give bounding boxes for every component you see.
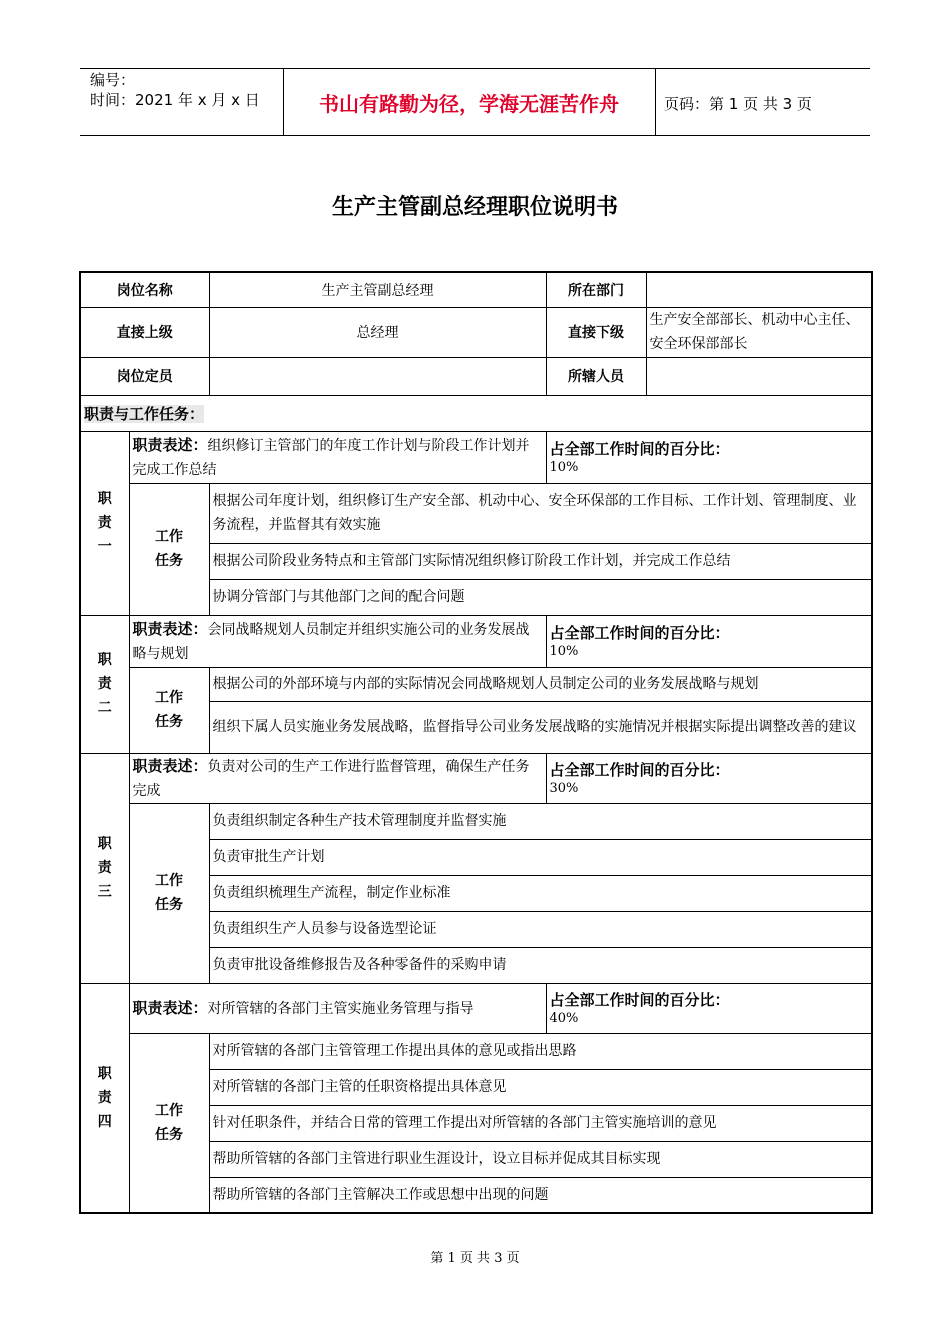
duty-1-task-1: 根据公司年度计划，组织修订生产安全部、机动中心、安全环保部的工作目标、工作计划、管理制度、业务流程，并监督其有效实施 [209,483,872,543]
duty-3-task-2: 负责审批生产计划 [209,839,872,875]
duty-1-task-row [80,483,872,543]
section-header-row [80,395,872,431]
duty-2-task-label: 工作 任务 [129,667,209,753]
duty-2-desc-label: 职责表述： [132,619,208,638]
page-footer: 第 1 页 共 3 页 [430,1251,520,1266]
superior-value: 总经理 [209,307,546,357]
staffing-value [209,357,546,395]
duty-3-pct-label: 占全部工作时间的百分比： [549,761,730,779]
info-row-2 [80,307,872,357]
duty-1-desc-row [80,431,872,483]
duty-3-task-3: 负责组织梳理生产流程，制定作业标准 [209,875,872,911]
subordinate-value: 生产安全部部长、机动中心主任、安全环保部部长 [646,307,872,357]
duty-2-desc-row [80,615,872,667]
duty-3-task-5: 负责审批设备维修报告及各种零备件的采购申请 [209,947,872,983]
duty-4-label: 职 责 四 [80,983,129,1213]
duty-2-pct-value: 10% [549,644,579,659]
managed-label: 所辖人员 [546,357,646,395]
duty-3-pct-value: 30% [549,781,579,796]
duty-2-pct [546,615,872,667]
header-left [90,70,260,110]
duty-4-task-5: 帮助所管辖的各部门主管解决工作或思想中出现的问题 [209,1177,872,1213]
duty-1-desc-label: 职责表述： [132,435,208,454]
duty-4-pct-label: 占全部工作时间的百分比： [549,991,730,1009]
duty-1-task-3: 协调分管部门与其他部门之间的配合问题 [209,579,872,615]
duty-2-task-2: 组织下属人员实施业务发展战略，监督指导公司业务发展战略的实施情况并根据实际提出调整改善的建议 [209,701,872,753]
section-header-cell [80,395,872,431]
job-description-table [79,271,873,1214]
duty-4-task-3: 针对任职条件，并结合日常的管理工作提出对所管辖的各部门主管实施培训的意见 [209,1105,872,1141]
duty-4-pct [546,983,872,1033]
time-label: 时间：2021 年 x 月 x 日 [90,91,260,109]
duty-3-desc-label: 职责表述： [132,756,208,775]
superior-label: 直接上级 [80,307,209,357]
duty-4-desc-text: 对所管辖的各部门主管实施业务管理与指导 [207,1000,474,1017]
duty-2-label: 职 责 二 [80,615,129,753]
duty-3-pct [546,753,872,803]
duty-1-desc [129,431,546,483]
department-label: 所在部门 [546,272,646,307]
duty-1-desc-text: 组织修订主管部门的年度工作计划与阶段工作计划并完成工作总结 [132,437,530,478]
department-value [646,272,872,307]
duty-2-task-row [80,667,872,701]
duty-1-pct-value: 10% [549,460,579,475]
duty-3-desc [129,753,546,803]
duty-1-pct-label: 占全部工作时间的百分比： [549,440,730,458]
duty-4-task-2: 对所管辖的各部门主管的任职资格提出具体意见 [209,1069,872,1105]
duty-3-label: 职 责 三 [80,753,129,983]
section-title: 职责与工作任务： [84,404,205,423]
duty-2-desc [129,615,546,667]
duty-4-desc [129,983,546,1033]
duty-3-task-label: 工作 任务 [129,803,209,983]
position-name-value: 生产主管副总经理 [209,272,546,307]
duty-1-task-label: 工作 任务 [129,483,209,615]
duty-3-task-1: 负责组织制定各种生产技术管理制度并监督实施 [209,803,872,839]
staffing-label: 岗位定员 [80,357,209,395]
document-title: 生产主管副总经理职位说明书 [331,195,618,220]
duty-4-pct-value: 40% [549,1011,579,1026]
duty-4-task-label: 工作 任务 [129,1033,209,1213]
duty-2-desc-text: 会同战略规划人员制定并组织实施公司的业务发展战略与规划 [132,621,530,662]
duty-3-task-row [80,803,872,839]
duty-4-task-4: 帮助所管辖的各部门主管进行职业生涯设计，设立目标并促成其目标实现 [209,1141,872,1177]
duty-4-desc-label: 职责表述： [132,998,208,1017]
info-row-3 [80,357,872,395]
duty-1-pct [546,431,872,483]
duty-3-task-4: 负责组织生产人员参与设备选型论证 [209,911,872,947]
info-row-1 [80,272,872,307]
header-page-label: 页码：第 1 页 共 3 页 [664,95,812,113]
position-name-label: 岗位名称 [80,272,209,307]
code-label: 编号： [90,71,136,89]
duty-4-task-1: 对所管辖的各部门主管管理工作提出具体的意见或指出思路 [209,1033,872,1069]
duty-3-desc-row [80,753,872,803]
duty-4-desc-row [80,983,872,1033]
subordinate-label: 直接下级 [546,307,646,357]
duty-2-task-1: 根据公司的外部环境与内部的实际情况会同战略规划人员制定公司的业务发展战略与规划 [209,667,872,701]
duty-3-desc-text: 负责对公司的生产工作进行监督管理，确保生产任务完成 [132,758,530,799]
managed-value [646,357,872,395]
header-divider-right [655,68,656,136]
duty-1-task-2: 根据公司阶段业务特点和主管部门实际情况组织修订阶段工作计划，并完成工作总结 [209,543,872,579]
header-motto: 书山有路勤为径，学海无涯苦作舟 [319,91,619,116]
duty-2-pct-label: 占全部工作时间的百分比： [549,624,730,642]
duty-1-label: 职 责 一 [80,431,129,615]
duty-4-task-row [80,1033,872,1069]
